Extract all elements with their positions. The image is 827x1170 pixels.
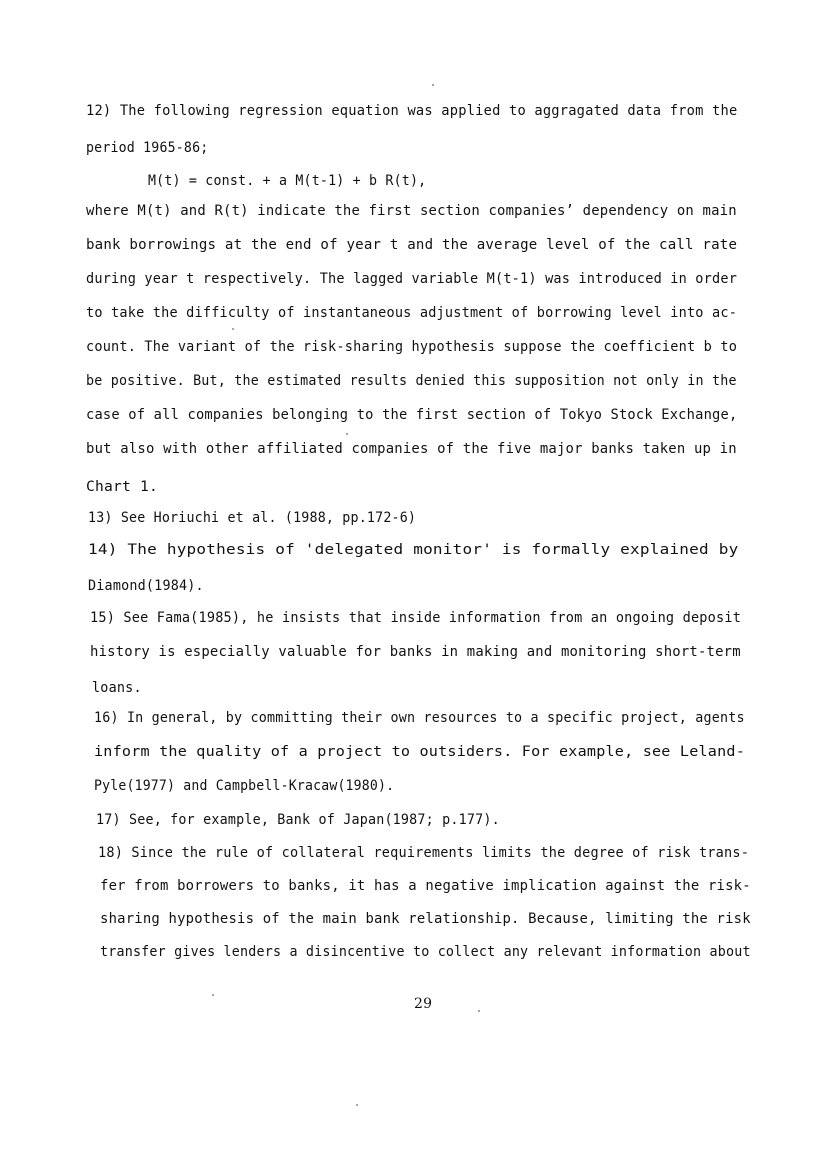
scan-speck [212, 994, 214, 996]
footnote-12-line-10: case of all companies belonging to the first section of Tokyo Stock Exchange, [86, 407, 738, 423]
footnote-12-line-8: count. The variant of the risk-sharing hypothesis suppose the coefficient b to [86, 339, 738, 355]
footnote-18-line-1: 18) Since the rule of collateral requirements limits the degree of risk trans- [98, 845, 750, 861]
footnote-12-line-2: period 1965-86; [86, 140, 209, 156]
regression-equation: M(t) = const. + a M(t-1) + b R(t), [148, 173, 427, 189]
footnote-12-line-1: 12) The following regression equation was applied to aggragated data from the [86, 103, 738, 119]
footnote-16-line-1: 16) In general, by committing their own resources to a specific project, agents [94, 710, 745, 726]
footnote-17: 17) See, for example, Bank of Japan(1987; p.177). [96, 812, 500, 828]
footnote-13: 13) See Horiuchi et al. (1988, pp.172-6) [88, 510, 417, 526]
footnote-15-line-1: 15) See Fama(1985), he insists that inside information from an ongoing deposit [90, 610, 742, 626]
footnote-15-line-2: history is especially valuable for banks in making and monitoring short-term [90, 644, 741, 660]
footnote-14-line-1: 14) The hypothesis of 'delegated monitor' is formally explained by [88, 542, 739, 558]
footnote-15-line-3: loans. [92, 680, 142, 696]
footnote-12-line-7: to take the difficulty of instantaneous adjustment of borrowing level into ac- [86, 305, 738, 321]
footnote-16-line-2: inform the quality of a project to outsiders. For example, see Leland- [94, 744, 746, 760]
footnote-18-line-2: fer from borrowers to banks, it has a negative implication against the risk- [100, 878, 751, 894]
scan-speck [356, 1104, 358, 1106]
footnote-12-line-12: Chart 1. [86, 479, 159, 495]
page-number: 29 [414, 996, 433, 1012]
scan-speck [478, 1010, 480, 1012]
footnote-16-line-3: Pyle(1977) and Campbell-Kracaw(1980). [94, 778, 395, 794]
scan-speck [432, 84, 434, 86]
footnote-14-line-2: Diamond(1984). [88, 578, 204, 594]
footnote-12-line-4: where M(t) and R(t) indicate the first section companies’ dependency on main [86, 203, 737, 219]
scan-speck [232, 328, 234, 330]
footnote-12-line-9: be positive. But, the estimated results denied this supposition not only in the [86, 373, 737, 389]
footnote-12-line-6: during year t respectively. The lagged variable M(t-1) was introduced in order [86, 271, 738, 287]
footnote-12-line-11: but also with other affiliated companies of the five major banks taken up in [86, 441, 737, 457]
footnote-18-line-3: sharing hypothesis of the main bank relationship. Because, limiting the risk [100, 911, 751, 927]
scan-speck [346, 433, 348, 435]
footnote-12-line-5: bank borrowings at the end of year t and the average level of the call rate [86, 237, 738, 253]
footnote-18-line-4: transfer gives lenders a disincentive to collect any relevant information about [100, 944, 751, 960]
